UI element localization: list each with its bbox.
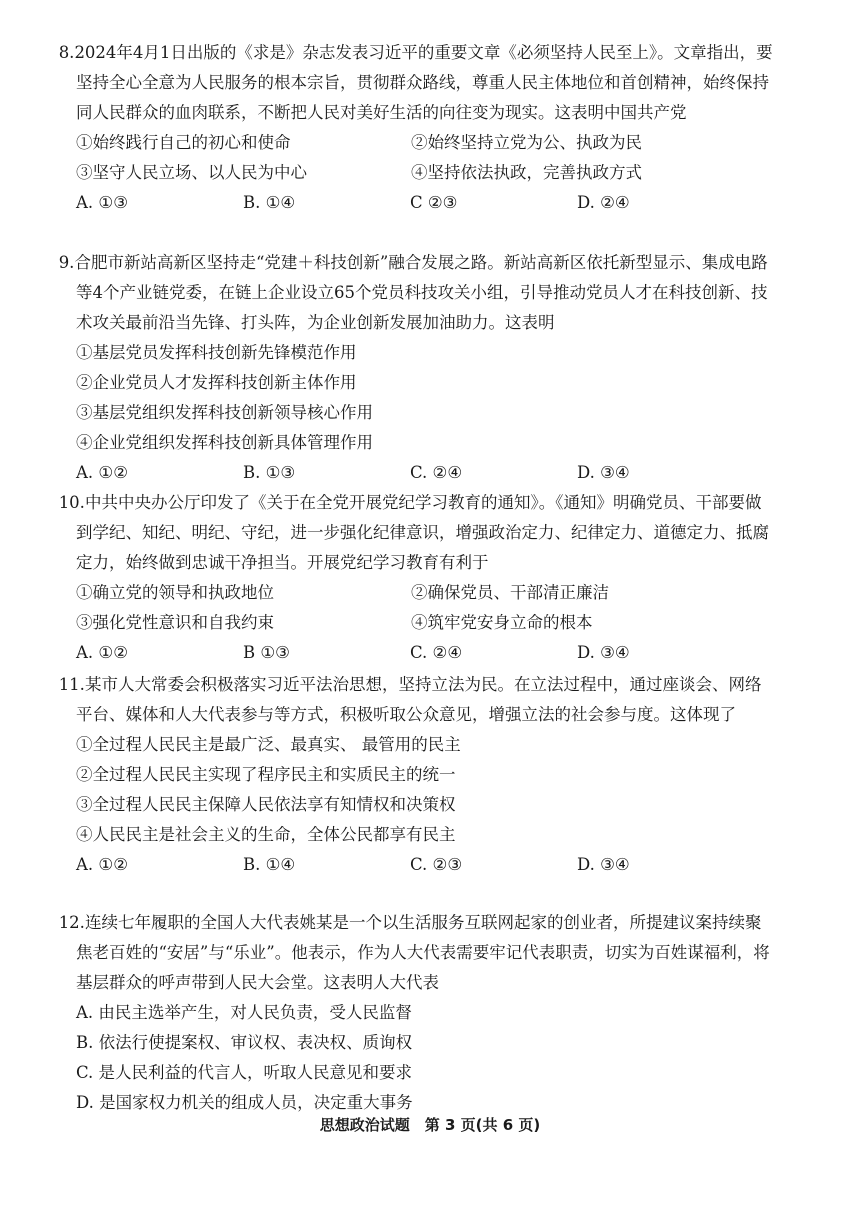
choice-item: A. ①② [76, 463, 128, 482]
choice-item: C. ②③ [410, 855, 463, 874]
question-stem: 8.2024年4月1日出版的《求是》杂志发表习近平的重要文章《必须坚持人民至上》。文章指出，要坚持全心全意为人民服务的根本宗旨，贯彻群众路线，尊重人民主体地位和首创精神，始终保持同人民群众的血肉联系，不断把人民对美好生活的向往变为现实。这表明中国共产党 [58, 43, 773, 122]
question-8 [58, 38, 776, 218]
question-11 [58, 670, 776, 880]
statement-item: ②始终坚持立党为公、执政为民 [411, 133, 642, 152]
question-number: 10. [58, 493, 85, 512]
choice-item: D. 是国家权力机关的组成人员，决定重大事务 [76, 1093, 413, 1112]
choice-item: A. 由民主选举产生，对人民负责，受人民监督 [76, 1003, 412, 1022]
choice-item: D. ③④ [577, 643, 630, 662]
statement-item: ④企业党组织发挥科技创新具体管理作用 [76, 433, 373, 452]
choice-item: A. ①② [76, 643, 128, 662]
choice-item: A. ①③ [76, 193, 128, 212]
choice-row [76, 850, 776, 880]
statement-row [76, 158, 776, 188]
statement-item: ①基层党员发挥科技创新先锋模范作用 [76, 343, 357, 362]
choice-row [76, 458, 776, 488]
choice-item: A. ①② [76, 855, 128, 874]
statement-item: ②全过程人民民主实现了程序民主和实质民主的统一 [76, 765, 456, 784]
question-stem: 10.中共中央办公厅印发了《关于在全党开展党纪学习教育的通知》。《通知》明确党员、干部要做到学纪、知纪、明纪、守纪，进一步强化纪律意识，增强政治定力、纪律定力、道德定力、抵腐定力，始终做到忠诚干净担当。开展党纪学习教育有利于 [58, 493, 769, 572]
question-stem: 9.合肥市新站高新区坚持走“党建＋科技创新”融合发展之路。新站高新区依托新型显示、集成电路等4个产业链党委，在链上企业设立65个党员科技攻关小组，引导推动党员人才在科技创新、技术攻关最前沿当先锋、打头阵，为企业创新发展加油助力。这表明 [58, 253, 768, 332]
statement-item: ③基层党组织发挥科技创新领导核心作用 [76, 403, 373, 422]
choice-item: B. 依法行使提案权、审议权、表决权、质询权 [76, 1033, 413, 1052]
statement-row [76, 128, 776, 158]
choice-row [76, 638, 776, 668]
statement-item: ④坚持依法执政，完善执政方式 [411, 163, 642, 182]
statement-item: ④人民民主是社会主义的生命，全体公民都享有民主 [76, 825, 456, 844]
question-number: 12. [58, 913, 85, 932]
question-number: 8. [58, 43, 75, 62]
statement-item: ④筑牢党安身立命的根本 [411, 613, 593, 632]
statement-item: ③强化党性意识和自我约束 [76, 613, 274, 632]
statement-item: ①全过程人民民主是最广泛、最真实、 最管用的民主 [76, 735, 461, 754]
statement-row [76, 578, 776, 608]
question-12 [58, 908, 776, 1118]
choice-item: D. ②④ [577, 193, 630, 212]
choice-item: C ②③ [410, 193, 458, 212]
statement-item: ②企业党员人才发挥科技创新主体作用 [76, 373, 357, 392]
choice-item: B. ①③ [243, 463, 296, 482]
question-9 [58, 248, 776, 488]
choice-item: B. ①④ [243, 855, 296, 874]
choice-item: D. ③④ [577, 463, 630, 482]
question-stem: 11.某市人大常委会积极落实习近平法治思想，坚持立法为民。在立法过程中，通过座谈会、网络平台、媒体和人大代表参与等方式，积极听取公众意见，增强立法的社会参与度。这体现了 [58, 675, 762, 724]
choice-item: B. ①④ [243, 193, 296, 212]
choice-item: C. ②④ [410, 463, 463, 482]
statement-row [76, 608, 776, 638]
question-10 [58, 488, 776, 668]
question-stem: 12.连续七年履职的全国人大代表姚某是一个以生活服务互联网起家的创业者，所提建议案持续聚焦老百姓的“安居”与“乐业”。他表示，作为人大代表需要牢记代表职责，切实为百姓谋福利，将基层群众的呼声带到人民大会堂。这表明人大代表 [58, 913, 770, 992]
choice-item: D. ③④ [577, 855, 630, 874]
page-footer: 思想政治试题 第 3 页(共 6 页) [319, 1116, 541, 1134]
choice-item: C. 是人民利益的代言人，听取人民意见和要求 [76, 1063, 413, 1082]
choice-item: C. ②④ [410, 643, 463, 662]
choice-item: B ①③ [243, 643, 290, 662]
statement-item: ①始终践行自己的初心和使命 [76, 133, 291, 152]
statement-item: ②确保党员、干部清正廉洁 [411, 583, 609, 602]
question-number: 11. [58, 675, 85, 694]
statement-item: ①确立党的领导和执政地位 [76, 583, 274, 602]
statement-item: ③坚守人民立场、以人民为中心 [76, 163, 307, 182]
question-number: 9. [58, 253, 75, 272]
statement-item: ③全过程人民民主保障人民依法享有知情权和决策权 [76, 795, 456, 814]
choice-row [76, 188, 776, 218]
